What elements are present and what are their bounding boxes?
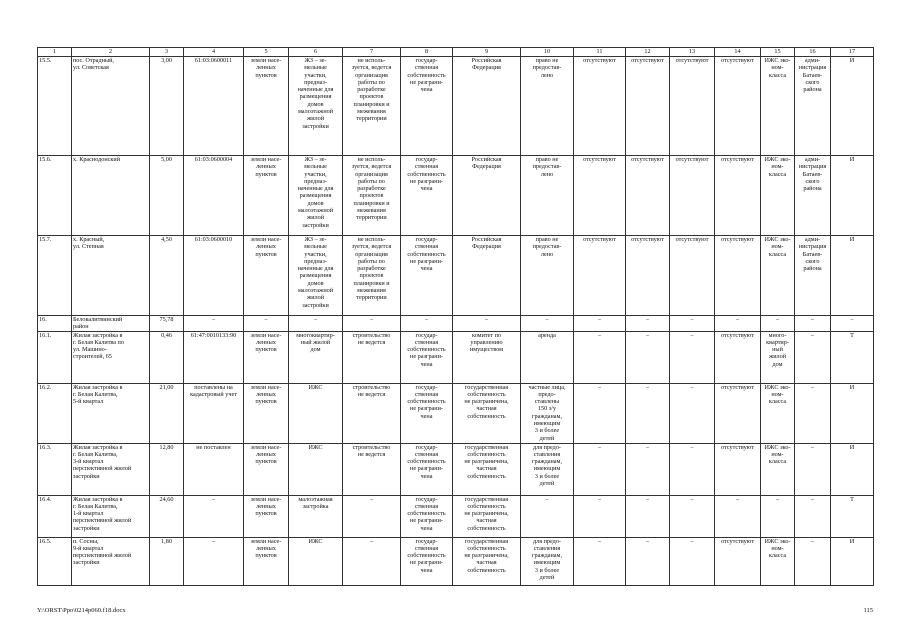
table-cell: –: [795, 331, 831, 383]
table-cell: Жилая застройка в г. Белая Калитва, 5-й квартал: [72, 383, 150, 443]
table-cell: 16.4.: [38, 495, 72, 537]
header-cell: 8: [401, 48, 453, 57]
table-cell: –: [521, 316, 574, 332]
table-cell: отсутствуют: [715, 383, 761, 443]
header-cell: 16: [795, 48, 831, 57]
table-cell: –: [761, 495, 795, 537]
table-cell: –: [574, 316, 626, 332]
table-cell: отсутствуют: [626, 156, 670, 236]
table-cell: –: [761, 316, 795, 332]
table-row: [38, 443, 874, 495]
table-cell: Российская Федерация: [453, 57, 521, 156]
table-cell: государ- ственная собственность не разграни- чена: [401, 331, 453, 383]
table-row: [38, 537, 874, 585]
table-cell: государственная собственность не разграничена, частная собственность: [453, 495, 521, 537]
table-cell: 4,50: [150, 236, 184, 316]
table-row: [38, 236, 874, 316]
table-cell: ИЖС: [289, 383, 343, 443]
table-cell: И: [831, 443, 874, 495]
table-cell: 16.2.: [38, 383, 72, 443]
table-cell: 0,46: [150, 331, 184, 383]
table-cell: государ- ственная собственность не разграни- чена: [401, 495, 453, 537]
header-row: [38, 48, 874, 57]
table-cell: земли насе- ленных пунктов: [244, 443, 289, 495]
table-cell: 3,00: [150, 57, 184, 156]
table-cell: пос. Отрадный, ул. Советская: [72, 57, 150, 156]
table-cell: земли насе- ленных пунктов: [244, 495, 289, 537]
table-cell: право не предостав- лено: [521, 156, 574, 236]
table-cell: п. Сосны, 9-й квартал перспективной жилой застройки: [72, 537, 150, 585]
table-cell: адми- нистрация Батаев- ского района: [795, 156, 831, 236]
table-cell: для предо- ставления гражданам, имеющим 3 и более детей: [521, 443, 574, 495]
table-cell: земли насе- ленных пунктов: [244, 383, 289, 443]
table-cell: –: [521, 495, 574, 537]
table-cell: государственная собственность не разграничена, частная собственность: [453, 443, 521, 495]
table-cell: Т: [831, 331, 874, 383]
header-cell: 7: [343, 48, 401, 57]
table-cell: 75,78: [150, 316, 184, 332]
table-cell: 16.1.: [38, 331, 72, 383]
table-cell: земли насе- ленных пунктов: [244, 236, 289, 316]
table-cell: отсутствуют: [715, 156, 761, 236]
header-cell: 10: [521, 48, 574, 57]
table-cell: Т: [831, 495, 874, 537]
table-cell: ИЖС: [289, 537, 343, 585]
table-row: [38, 331, 874, 383]
table-cell: ИЖС эко- ном- класса: [761, 236, 795, 316]
table-cell: И: [831, 537, 874, 585]
table-cell: государ- ственная собственность не разграни- чена: [401, 156, 453, 236]
table-cell: 61:03:0600004: [184, 156, 244, 236]
table-cell: государ- ственная собственность не разграни- чена: [401, 443, 453, 495]
table-cell: для предо- ставления гражданам, имеющим 3 и более детей: [521, 537, 574, 585]
header-cell: 6: [289, 48, 343, 57]
table-cell: отсутствуют: [715, 57, 761, 156]
header-cell: 1: [38, 48, 72, 57]
table-cell: адми- нистрация Батаев- ского района: [795, 57, 831, 156]
table-cell: отсутствуют: [574, 57, 626, 156]
table-cell: отсутствуют: [670, 156, 715, 236]
table-cell: –: [626, 383, 670, 443]
table-cell: государственная собственность не разграничена, частная собственность: [453, 537, 521, 585]
table-cell: –: [626, 443, 670, 495]
table-cell: 5,00: [150, 156, 184, 236]
table-cell: –: [715, 495, 761, 537]
table-cell: –: [670, 495, 715, 537]
table-cell: И: [831, 383, 874, 443]
table-cell: 15.6.: [38, 156, 72, 236]
table-cell: отсутствуют: [670, 236, 715, 316]
table-cell: государ- ственная собственность не разграни- чена: [401, 537, 453, 585]
table-cell: ИЖС эко- ном- класса: [761, 57, 795, 156]
table-cell: ЖЗ – зе- мельные участки, предназ- наченные для размещения домов малоэтажной жилой застройки: [289, 156, 343, 236]
table-cell: государ- ственная собственность не разграни- чена: [401, 57, 453, 156]
header-cell: 15: [761, 48, 795, 57]
table-cell: –: [670, 316, 715, 332]
table-cell: –: [343, 537, 401, 585]
table-cell: Российская Федерация: [453, 156, 521, 236]
table-cell: Жилая застройка в г. Белая Калитва, 3-й квартал перспективной жилой застройки: [72, 443, 150, 495]
table-cell: ИЖС эко- ном- класса: [761, 443, 795, 495]
table-cell: строительство не ведется: [343, 443, 401, 495]
table-row: [38, 57, 874, 156]
table-cell: 61:03:0600010: [184, 236, 244, 316]
table-cell: Российская Федерация: [453, 236, 521, 316]
table-cell: земли насе- ленных пунктов: [244, 331, 289, 383]
table-cell: государ- ственная собственность не разграни- чена: [401, 383, 453, 443]
table-cell: 15.7.: [38, 236, 72, 316]
header-cell: 5: [244, 48, 289, 57]
table-cell: отсутствуют: [574, 156, 626, 236]
table-cell: х. Краснодонский: [72, 156, 150, 236]
table-body: [38, 48, 874, 586]
header-cell: 12: [626, 48, 670, 57]
table-cell: ИЖС эко- ном- класса: [761, 383, 795, 443]
table-cell: –: [574, 495, 626, 537]
table-cell: 16.5.: [38, 537, 72, 585]
table-cell: многоквартир- ный жилой дом: [289, 331, 343, 383]
table-cell: И: [831, 57, 874, 156]
table-cell: ИЖС эко- ном- класса: [761, 537, 795, 585]
table-cell: земли насе- ленных пунктов: [244, 156, 289, 236]
table-cell: государ- ственная собственность не разграни- чена: [401, 236, 453, 316]
table-cell: государственная собственность не разграничена, частная собственность: [453, 383, 521, 443]
table-cell: право не предостав- лено: [521, 57, 574, 156]
table-cell: отсутствуют: [715, 537, 761, 585]
table-cell: отсутствуют: [670, 57, 715, 156]
table-cell: –: [626, 495, 670, 537]
table-cell: частные лица, предо- ставлены 150 з/у гражданам, имеющим 3 и более детей: [521, 383, 574, 443]
table-cell: –: [574, 537, 626, 585]
table-cell: 21,00: [150, 383, 184, 443]
table-cell: –: [244, 316, 289, 332]
table-cell: –: [715, 316, 761, 332]
table-cell: –: [670, 537, 715, 585]
table-cell: земли насе- ленных пунктов: [244, 537, 289, 585]
table-cell: –: [289, 316, 343, 332]
table-cell: –: [795, 537, 831, 585]
table-cell: –: [453, 316, 521, 332]
header-cell: 14: [715, 48, 761, 57]
table-cell: 15.5.: [38, 57, 72, 156]
table-cell: 12,80: [150, 443, 184, 495]
table-cell: И: [831, 156, 874, 236]
table-cell: –: [574, 383, 626, 443]
table-cell: отсутствуют: [715, 236, 761, 316]
table-cell: –: [831, 316, 874, 332]
table-cell: отсутствуют: [715, 331, 761, 383]
table-cell: земли насе- ленных пунктов: [244, 57, 289, 156]
table-cell: 61:03:0600011: [184, 57, 244, 156]
table-cell: х. Красный, ул. Степная: [72, 236, 150, 316]
table-cell: –: [343, 495, 401, 537]
table-cell: отсутствуют: [626, 57, 670, 156]
table-cell: ИЖС: [289, 443, 343, 495]
table-cell: –: [626, 331, 670, 383]
table-cell: –: [795, 443, 831, 495]
table-cell: –: [184, 316, 244, 332]
table-cell: отсутствуют: [626, 236, 670, 316]
table-cell: –: [574, 331, 626, 383]
land-plots-table: [37, 47, 874, 586]
table-cell: Жилая застройка в г. Белая Калитва по ул. Машино- строителей, 65: [72, 331, 150, 383]
table-cell: –: [670, 443, 715, 495]
table-cell: –: [343, 316, 401, 332]
header-cell: 11: [574, 48, 626, 57]
header-cell: 9: [453, 48, 521, 57]
table-cell: –: [795, 495, 831, 537]
table-row: [38, 316, 874, 332]
table-cell: 61:47:0010133:90: [184, 331, 244, 383]
table-cell: –: [795, 383, 831, 443]
table-cell: 16.: [38, 316, 72, 332]
table-cell: 1,80: [150, 537, 184, 585]
table-cell: право не предостав- лено: [521, 236, 574, 316]
table-cell: много- квартир- ный жилой дом: [761, 331, 795, 383]
header-cell: 3: [150, 48, 184, 57]
table-cell: Белокалитвинский район: [72, 316, 150, 332]
table-cell: строительство не ведется: [343, 331, 401, 383]
file-path-footer: Y:\ORST\Ppo\0214p060.f18.docx: [37, 607, 126, 614]
table-cell: –: [670, 383, 715, 443]
table-cell: не исполь- зуется, ведется организация работы по разработке проектов планировки и межевания территории: [343, 156, 401, 236]
table-cell: малоэтажная застройка: [289, 495, 343, 537]
table-cell: –: [184, 495, 244, 537]
table-cell: 16.3.: [38, 443, 72, 495]
table-cell: –: [184, 537, 244, 585]
table-cell: не поставлен: [184, 443, 244, 495]
table-cell: Жилая застройка в г. Белая Калитва, 1-й квартал перспективной жилой застройки: [72, 495, 150, 537]
table-cell: –: [626, 537, 670, 585]
table-cell: ИЖС эко- ном- класса: [761, 156, 795, 236]
table-cell: строительство не ведется: [343, 383, 401, 443]
header-cell: 13: [670, 48, 715, 57]
table-cell: И: [831, 236, 874, 316]
table-cell: не исполь- зуется, ведется организация работы по разработке проектов планировки и межевания территории: [343, 236, 401, 316]
table-row: [38, 156, 874, 236]
table-cell: отсутствуют: [574, 236, 626, 316]
table-cell: –: [574, 443, 626, 495]
table-cell: не исполь- зуется, ведется организация работы по разработке проектов планировки и межевания территории: [343, 57, 401, 156]
table-row: [38, 383, 874, 443]
page-number: 115: [863, 607, 873, 614]
table-cell: поставлены на кадастровый учет: [184, 383, 244, 443]
table-cell: отсутствуют: [715, 443, 761, 495]
header-cell: 2: [72, 48, 150, 57]
table-cell: –: [670, 331, 715, 383]
table-cell: ЖЗ – зе- мельные участки, предназ- наченные для размещения домов малоэтажной жилой застройки: [289, 57, 343, 156]
table-cell: –: [401, 316, 453, 332]
table-cell: ЖЗ – зе- мельные участки, предназ- наченные для размещения домов малоэтажной жилой застройки: [289, 236, 343, 316]
table-cell: –: [795, 316, 831, 332]
header-cell: 17: [831, 48, 874, 57]
table-row: [38, 495, 874, 537]
table-cell: адми- нистрация Батаев- ского района: [795, 236, 831, 316]
table-cell: аренда: [521, 331, 574, 383]
table-cell: комитет по управлению имуществом: [453, 331, 521, 383]
table-cell: 24,60: [150, 495, 184, 537]
table-cell: –: [626, 316, 670, 332]
header-cell: 4: [184, 48, 244, 57]
